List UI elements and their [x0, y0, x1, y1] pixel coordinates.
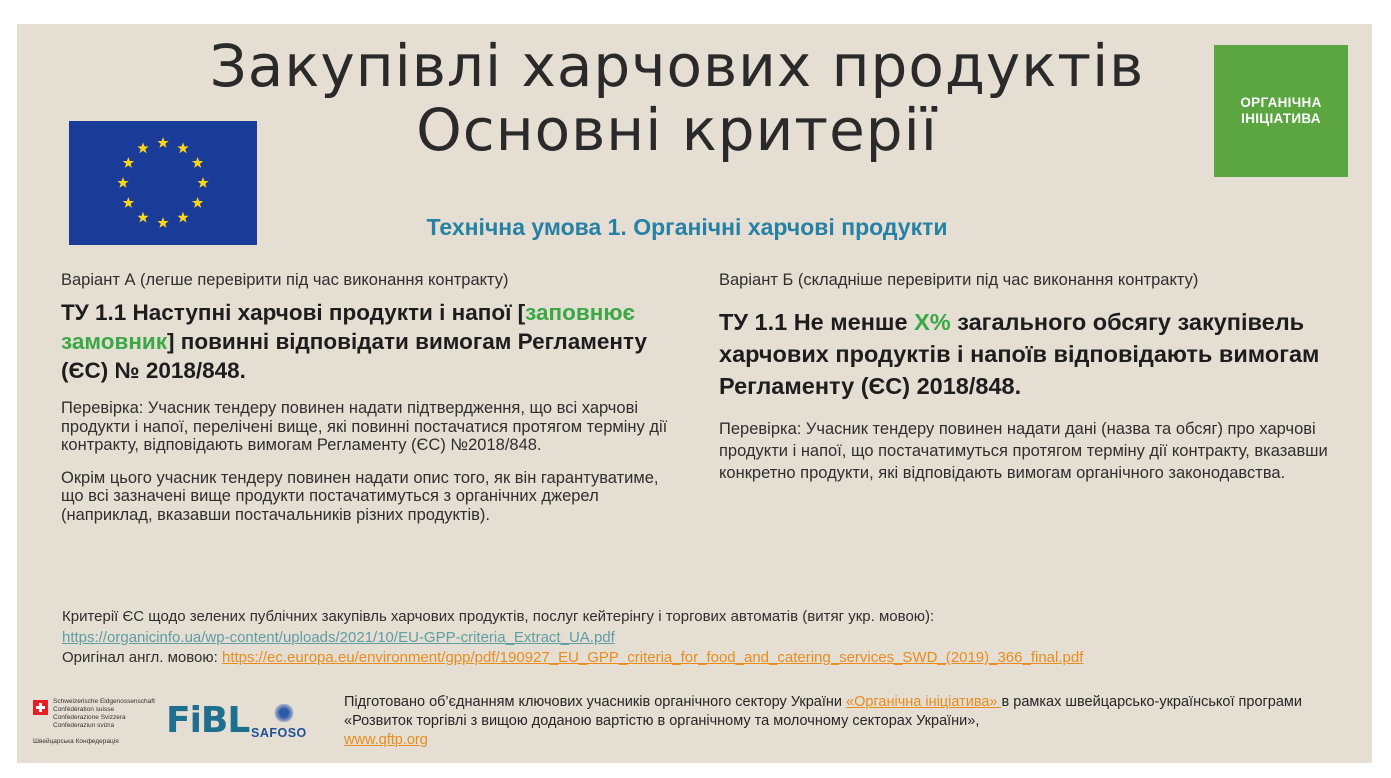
swiss-line-1: Schweizerische Eidgenossenschaft: [53, 698, 155, 705]
logo-line-1: ОРГАНІЧНА: [1240, 95, 1322, 110]
safoso-name: SAFOSO: [251, 726, 307, 740]
references: [62, 607, 1312, 669]
footer-pre: Підготовано об’єднанням ключових учасників органічного сектору України: [344, 694, 847, 710]
references-original-label: Оригінал англ. мовою:: [62, 649, 222, 666]
section-subtitle: Технічна умова 1. Органічні харчові продукти: [426, 214, 948, 240]
eu-star-icon: [123, 157, 134, 168]
eu-flag-logo: [69, 121, 257, 245]
variant-b-heading-post: загального обсягу закупівель харчових продуктів і напоїв відповідають вимогам Регламенту (ЄС) 2018/848.: [719, 309, 1320, 399]
footer-credits: [344, 693, 1359, 750]
reference-link-ua[interactable]: https://organicinfo.ua/wp-content/uploads/2021/10/EU-GPP-criteria_Extract_UA.pdf: [62, 628, 615, 646]
variant-a-heading: [61, 298, 681, 385]
eu-star-icon: [197, 177, 208, 188]
variant-a-heading-highlight: заповнює замовник: [61, 300, 635, 354]
safoso-mark-icon: [273, 704, 295, 722]
fibl-logo: FiBL: [166, 700, 250, 741]
footer-org-link[interactable]: «Органічна ініціатива»: [846, 694, 1002, 710]
variant-a-check: Перевірка: Учасник тендеру повинен надати підтвердження, що всі харчові продукти і напої, перелічені вище, які повинні постачатися протягом терміну дії контракту, відповідають вимогам Регламенту (ЄС) №2018/848.: [61, 399, 668, 454]
swiss-line-4: Confederaziun svizra: [53, 722, 115, 729]
eu-star-icon: [157, 217, 168, 228]
footer-mid: в рамках швейцарсько-української програми «Розвиток торгівлі з вищою доданою вартістю в органічному та молочному секторах України»,: [344, 694, 1302, 729]
swiss-cross-icon: [33, 700, 48, 715]
variant-a-heading-post: ] повинні відповідати вимогам Регламенту (ЄС) № 2018/848.: [61, 329, 648, 383]
eu-star-icon: [177, 212, 188, 223]
variant-a-column: [61, 270, 681, 524]
variant-b-column: [719, 270, 1339, 484]
slide: [17, 24, 1372, 763]
eu-stars-icon: [69, 121, 257, 245]
swiss-ua-label: Швейцарська Конфедерація: [33, 738, 119, 745]
swiss-line-2: Confédération suisse: [53, 706, 115, 713]
title-line-1: Закупівлі харчових продуктів: [209, 32, 1145, 100]
eu-star-icon: [192, 157, 203, 168]
swiss-logo-text: [53, 698, 155, 730]
eu-star-icon: [157, 137, 168, 148]
variant-b-check: Перевірка: Учасник тендеру повинен надати дані (назва та обсяг) про харчові продукти і напої, що постачатимуться протягом терміну дії контракту, вказавши конкретно продукти, які відповідають вимогам органічного законодавства.: [719, 420, 1328, 482]
eu-star-icon: [137, 212, 148, 223]
reference-link-en[interactable]: https://ec.europa.eu/environment/gpp/pdf/190927_EU_GPP_criteria_for_food_and_catering_services_SWD_(2019)_366_final.pdf: [221, 649, 1084, 666]
footer-site-link[interactable]: www.qftp.org: [344, 732, 428, 748]
eu-star-icon: [137, 142, 148, 153]
variant-b-heading-highlight: Х%: [914, 309, 951, 335]
references-line-1: Критерії ЄС щодо зелених публічних закупівль харчових продуктів, послуг кейтерінгу і торгових автоматів (витяг укр. мовою):: [62, 608, 935, 625]
safoso-logo: [249, 704, 319, 744]
variant-b-heading-pre: ТУ 1.1 Не менше: [719, 309, 915, 335]
swiss-confederation-logo: [33, 698, 163, 748]
variant-b-heading: [719, 306, 1339, 402]
organic-initiative-logo: [1214, 45, 1348, 177]
title-line-2: Основні критерії: [416, 96, 938, 164]
swiss-line-3: Confederazione Svizzera: [53, 714, 126, 721]
variant-a-label: Варіант А (легше перевірити під час виконання контракту): [61, 271, 509, 289]
variant-a-extra: Окрім цього учасник тендеру повинен надати опис того, як він гарантуватиме, що всі зазначені вище продукти постачатимуться з органічних джерел (наприклад, вказавши постачальників різних продуктів).: [61, 468, 659, 524]
variant-b-label: Варіант Б (складніше перевірити під час виконання контракту): [719, 271, 1199, 289]
eu-star-icon: [123, 197, 134, 208]
eu-star-icon: [177, 142, 188, 153]
logo-line-2: ІНІЦІАТИВА: [1241, 111, 1321, 126]
eu-star-icon: [192, 197, 203, 208]
variant-a-heading-pre: ТУ 1.1 Наступні харчові продукти і напої [: [61, 300, 526, 325]
eu-star-icon: [117, 177, 128, 188]
